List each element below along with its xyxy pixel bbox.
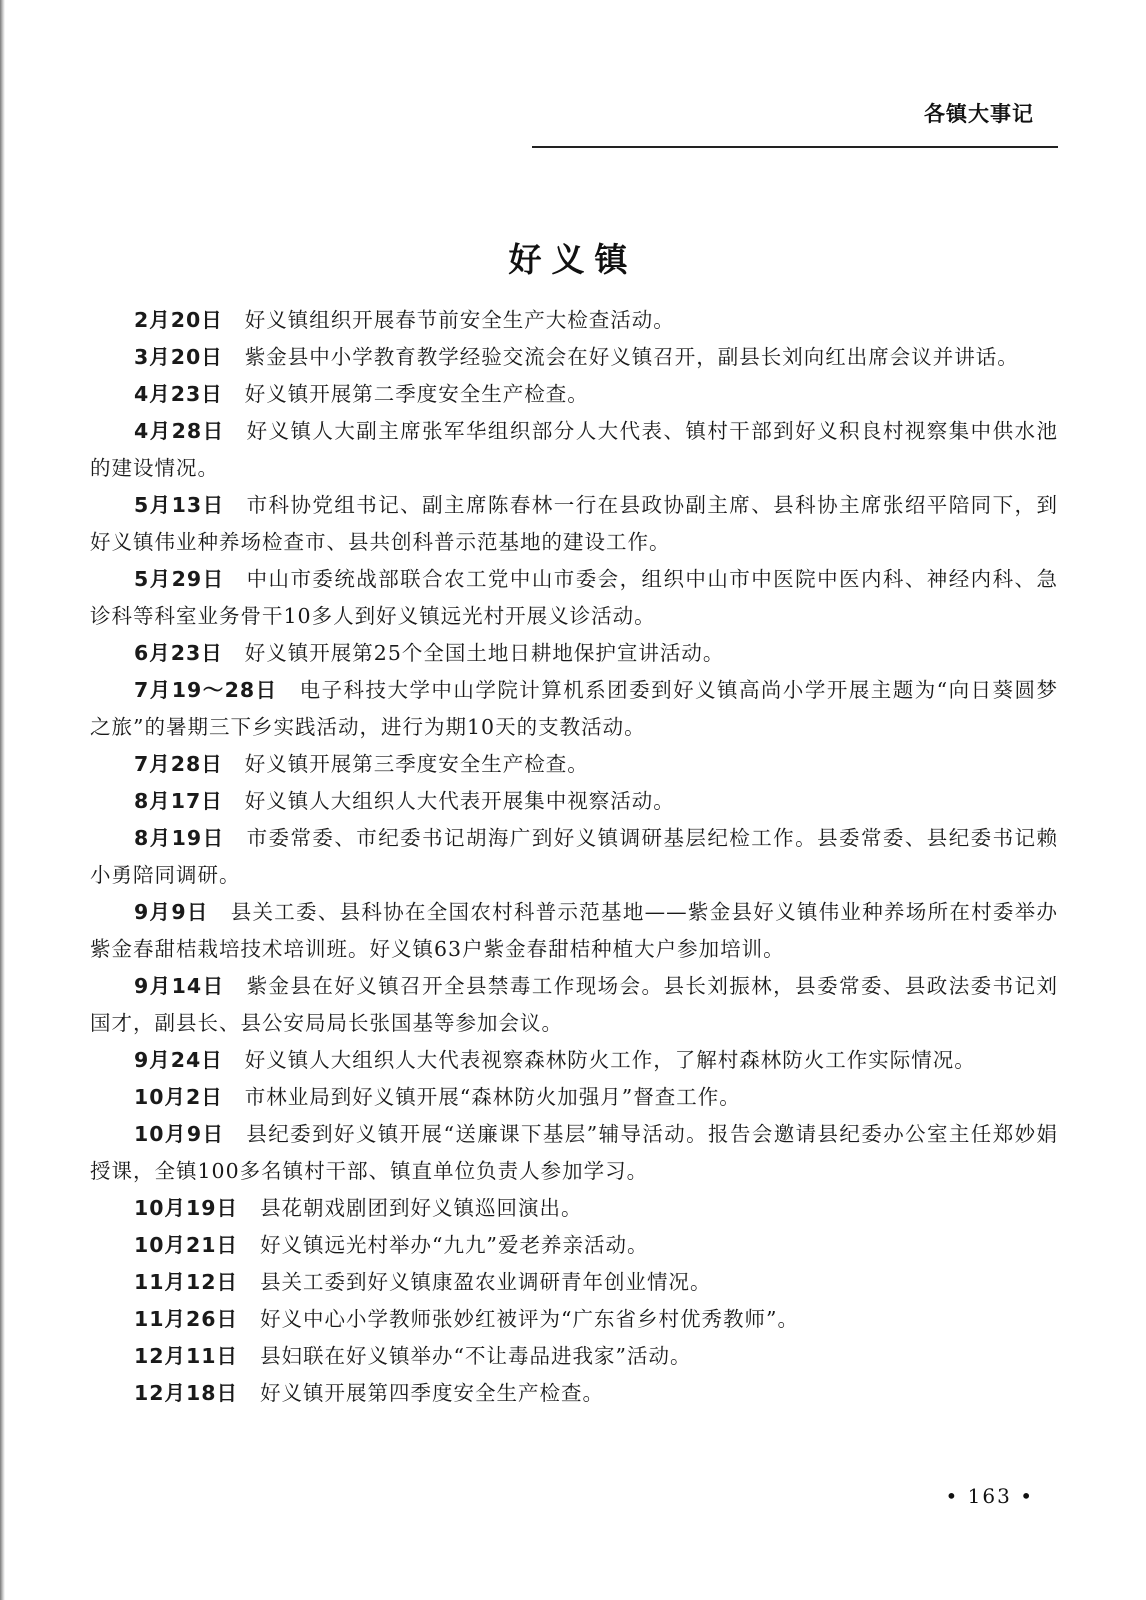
event-entry: [90, 376, 1058, 413]
event-entry: [90, 820, 1058, 894]
event-date: 5月29日: [134, 567, 225, 591]
event-entry: [90, 1338, 1058, 1375]
event-list: [90, 302, 1058, 1412]
event-date: 12月18日: [134, 1381, 239, 1405]
event-entry: [90, 635, 1058, 672]
event-text: 县关工委、县科协在全国农村科普示范基地——紫金县好义镇伟业种养场所在村委举办紫金春甜桔栽培技术培训班。好义镇63户紫金春甜桔种植大户参加培训。: [90, 900, 1059, 961]
event-date: 10月9日: [134, 1122, 225, 1146]
event-entry: [90, 413, 1058, 487]
event-entry: [90, 746, 1058, 783]
event-text: 中山市委统战部联合农工党中山市委会，组织中山市中医院中医内科、神经内科、急诊科等科室业务骨干10多人到好义镇远光村开展义诊活动。: [90, 567, 1058, 628]
event-date: 8月19日: [134, 826, 225, 850]
event-date: 9月24日: [134, 1048, 223, 1072]
event-entry: [90, 1227, 1058, 1264]
event-text: 好义镇开展第25个全国土地日耕地保护宣讲活动。: [244, 641, 725, 665]
event-text: 好义镇开展第二季度安全生产检查。: [244, 382, 589, 406]
header-rule: [532, 146, 1058, 148]
event-date: 4月23日: [134, 382, 223, 406]
event-date: 11月12日: [134, 1270, 239, 1294]
event-entry: [90, 968, 1058, 1042]
page-number: • 163 •: [945, 1484, 1034, 1508]
event-date: 9月14日: [134, 974, 225, 998]
event-entry: [90, 672, 1058, 746]
event-text: 好义镇开展第三季度安全生产检查。: [244, 752, 589, 776]
event-text: 县关工委到好义镇康盈农业调研青年创业情况。: [260, 1270, 712, 1294]
event-text: 市林业局到好义镇开展“森林防火加强月”督查工作。: [244, 1085, 741, 1109]
event-text: 电子科技大学中山学院计算机系团委到好义镇高尚小学开展主题为“向日葵圆梦之旅”的暑期三下乡实践活动，进行为期10天的支教活动。: [90, 678, 1058, 739]
event-date: 9月9日: [134, 900, 209, 924]
event-text: 市委常委、市纪委书记胡海广到好义镇调研基层纪检工作。县委常委、县纪委书记赖小勇陪同调研。: [90, 826, 1058, 887]
event-entry: [90, 561, 1058, 635]
event-entry: [90, 302, 1058, 339]
event-entry: [90, 1079, 1058, 1116]
event-text: 县纪委到好义镇开展“送廉课下基层”辅导活动。报告会邀请县纪委办公室主任郑妙娟授课，全镇100多名镇村干部、镇直单位负责人参加学习。: [90, 1122, 1058, 1183]
event-text: 好义镇远光村举办“九九”爱老养亲活动。: [260, 1233, 649, 1257]
event-text: 好义镇开展第四季度安全生产检查。: [260, 1381, 605, 1405]
event-text: 好义镇人大组织人大代表开展集中视察活动。: [244, 789, 675, 813]
event-text: 好义中心小学教师张妙红被评为“广东省乡村优秀教师”。: [260, 1307, 800, 1331]
event-entry: [90, 1190, 1058, 1227]
event-entry: [90, 783, 1058, 820]
event-text: 县花朝戏剧团到好义镇巡回演出。: [260, 1196, 583, 1220]
event-entry: [90, 894, 1058, 968]
event-date: 7月19～28日: [134, 678, 278, 702]
event-date: 11月26日: [134, 1307, 239, 1331]
event-text: 好义镇组织开展春节前安全生产大检查活动。: [244, 308, 675, 332]
page-title: 好义镇: [508, 240, 638, 280]
event-entry: [90, 1264, 1058, 1301]
event-entry: [90, 487, 1058, 561]
event-date: 3月20日: [134, 345, 223, 369]
event-entry: [90, 1375, 1058, 1412]
event-text: 县妇联在好义镇举办“不让毒品进我家”活动。: [260, 1344, 692, 1368]
event-date: 4月28日: [134, 419, 225, 443]
event-text: 紫金县中小学教育教学经验交流会在好义镇召开，副县长刘向红出席会议并讲话。: [244, 345, 1019, 369]
event-entry: [90, 1301, 1058, 1338]
event-date: 12月11日: [134, 1344, 239, 1368]
event-entry: [90, 1042, 1058, 1079]
event-date: 10月19日: [134, 1196, 239, 1220]
running-header: 各镇大事记: [924, 102, 1034, 126]
event-text: 市科协党组书记、副主席陈春林一行在县政协副主席、县科协主席张绍平陪同下，到好义镇伟业种养场检查市、县共创科普示范基地的建设工作。: [90, 493, 1058, 554]
event-entry: [90, 1116, 1058, 1190]
event-date: 10月2日: [134, 1085, 223, 1109]
event-text: 紫金县在好义镇召开全县禁毒工作现场会。县长刘振林，县委常委、县政法委书记刘国才，副县长、县公安局局长张国基等参加会议。: [90, 974, 1058, 1035]
event-date: 2月20日: [134, 308, 223, 332]
event-text: 好义镇人大组织人大代表视察森林防火工作，了解村森林防火工作实际情况。: [244, 1048, 976, 1072]
event-date: 8月17日: [134, 789, 223, 813]
event-date: 5月13日: [134, 493, 225, 517]
event-date: 10月21日: [134, 1233, 239, 1257]
event-text: 好义镇人大副主席张军华组织部分人大代表、镇村干部到好义积良村视察集中供水池的建设情况。: [90, 419, 1058, 480]
event-entry: [90, 339, 1058, 376]
event-date: 6月23日: [134, 641, 223, 665]
event-date: 7月28日: [134, 752, 223, 776]
